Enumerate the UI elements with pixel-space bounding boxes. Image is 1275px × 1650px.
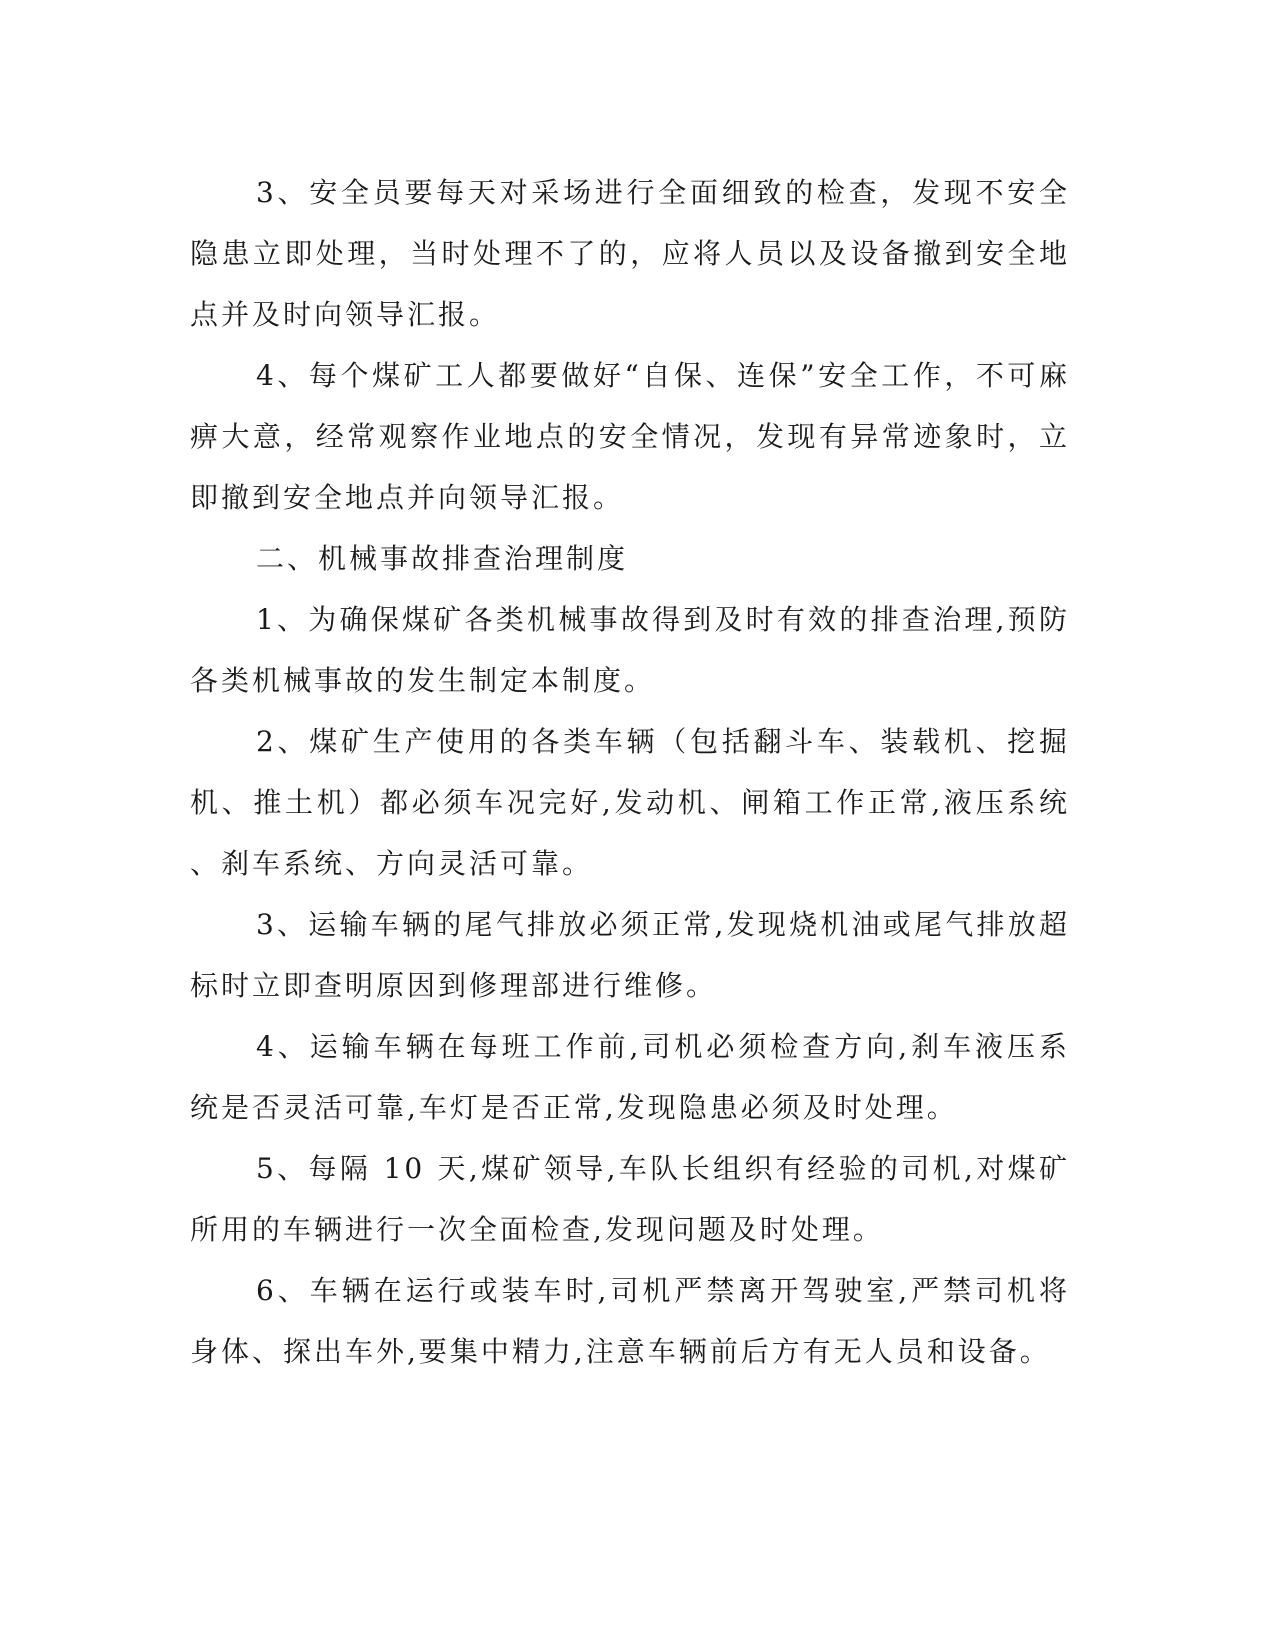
document-body xyxy=(190,162,1070,1382)
paragraph-periodic-inspection: 5、每隔 10 天,煤矿领导,车队长组织有经验的司机,对煤矿所用的车辆进行一次全面检查,发现问题及时处理。 xyxy=(190,1152,1070,1246)
paragraph-vehicle-condition: 2、煤矿生产使用的各类车辆（包括翻斗车、装载机、挖掘机、推土机）都必须车况完好,发动机、闸箱工作正常,液压系统、刹车系统、方向灵活可靠。 xyxy=(190,725,1070,880)
section-heading-machinery-accidents: 二、机械事故排查治理制度 xyxy=(256,542,629,575)
paragraph-self-protection: 4、每个煤矿工人都要做好“自保、连保”安全工作，不可麻痹大意，经常观察作业地点的安全情况，发现有异常迹象时，立即撤到安全地点并向领导汇报。 xyxy=(190,359,1070,514)
paragraph-exhaust-emissions: 3、运输车辆的尾气排放必须正常,发现烧机油或尾气排放超标时立即查明原因到修理部进行维修。 xyxy=(190,908,1070,1002)
paragraph-pre-shift-check: 4、运输车辆在每班工作前,司机必须检查方向,刹车液压系统是否灵活可靠,车灯是否正常,发现隐患必须及时处理。 xyxy=(190,1030,1070,1124)
paragraph-purpose: 1、为确保煤矿各类机械事故得到及时有效的排查治理,预防各类机械事故的发生制定本制度。 xyxy=(190,603,1070,697)
paragraph-driver-conduct: 6、车辆在运行或装车时,司机严禁离开驾驶室,严禁司机将身体、探出车外,要集中精力,注意车辆前后方有无人员和设备。 xyxy=(190,1274,1070,1368)
paragraph-safety-officer-inspection: 3、安全员要每天对采场进行全面细致的检查，发现不安全隐患立即处理，当时处理不了的，应将人员以及设备撤到安全地点并及时向领导汇报。 xyxy=(190,176,1070,331)
